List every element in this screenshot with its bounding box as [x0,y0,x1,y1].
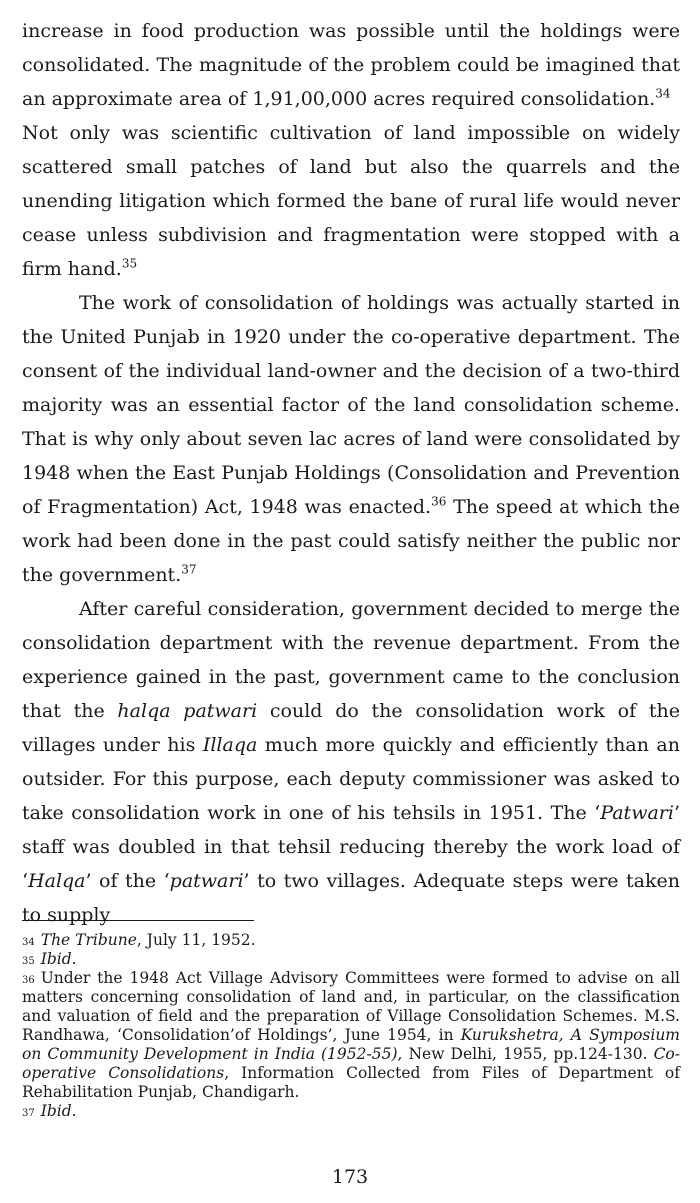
footnote-36: 36 Under the 1948 Act Village Advisory Committees were formed to advise on all matters concerning consolidation of land and, in particular, on the classification and valuation of field and the preparation of Village Consolidation Schemes. M.S. Randhawa, ‘Consolidation’of Holdings’, June 1954, in Kurukshetra, A Symposium on Community Development in India (1952-55), New Delhi, 1955, pp.124-130. Co-operative Consolidations, Information Collected from Files of Department of Rehabilitation Punjab, Chandigarh. [22,969,680,1101]
page-number: 173 [331,1166,369,1188]
paragraph-1: increase in food production was possible until the holdings were consolidated. The magnitude of the problem could be imagined that an approximate area of 1,91,00,000 acres required consolidation.$^{34}$ Not only was scientific cultivation of land impossible on widely scattered small patches of land but also the quarrels and the unending litigation which formed the bane of rural life would never cease unless subdivision and fragmentation were stopped with a firm hand.$^{35}$ [22,20,680,280]
footnote-divider [22,920,254,921]
footnotes [22,931,680,1121]
footnote-ref-36: 36 [431,494,447,509]
paragraph-3: After careful consideration, government decided to merge the consolidation department with the revenue department. From the experience gained in the past, government came to the conclusion that the halqa patwari could do the consolidation work of the villages under his Illaqa much more quickly and efficiently than an outsider. For this purpose, each deputy commissioner was asked to take consolidation work in one of his tehsils in 1951. The ‘Patwari’ staff was doubled in that tehsil reducing thereby the work load of ‘Halqa’ of the ‘patwari’ to two villages. Adequate steps were taken to supply [22,598,681,926]
footnote-37: 37 Ibid. [22,1102,77,1120]
footnote-ref-34: 34 [655,86,671,101]
footnote-ref-37: 37 [181,562,197,577]
footnote-35: 35 Ibid. [22,950,77,968]
paragraph-2: The work of consolidation of holdings was actually started in the United Punjab in 1920 under the co-operative department. The consent of the individual land-owner and the decision of a two-third majority was an essential factor of the land consolidation scheme. That is why only about seven lac acres of land were consolidated by 1948 when the East Punjab Holdings (Consolidation and Prevention of Fragmentation) Act, 1948 was enacted.$^{36}$ The speed at which the work had been done in the past could satisfy neither the public nor the government.$^{37}$ [22,292,680,586]
footnote-ref-35: 35 [121,256,138,271]
footnote-34: 34 The Tribune, July 11, 1952. [22,931,256,949]
body-text [22,14,680,932]
